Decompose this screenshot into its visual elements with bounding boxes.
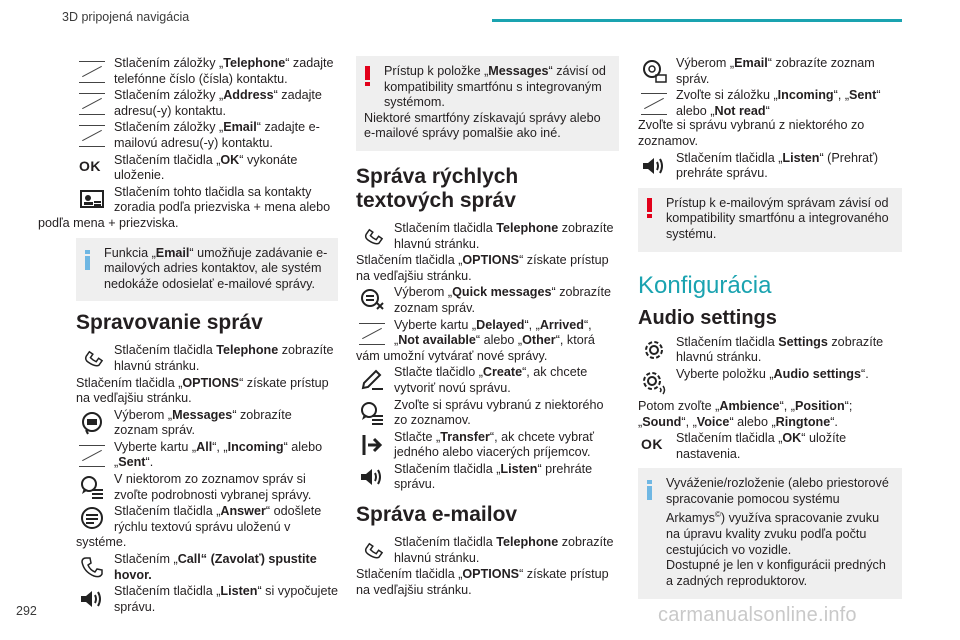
list-item: OK Stlačením tlačidla „OK“ uložíte nastavenia. bbox=[638, 431, 902, 462]
create-icon bbox=[356, 366, 388, 394]
phone-icon bbox=[356, 536, 388, 564]
list-item: Stlačením tlačidla „Listen“ si vypočujete správu. bbox=[76, 584, 338, 615]
list-item: Stlačením tlačidla „Listen“ (Prehrať) prehráte správu. bbox=[638, 151, 902, 182]
list-item: Stlačením tlačidla „Listen“ prehráte správu. bbox=[356, 462, 619, 493]
message-detail-icon bbox=[356, 399, 388, 427]
warning-icon bbox=[647, 198, 652, 218]
edit-tab-icon bbox=[76, 57, 108, 85]
list-item: Potom zvoľte „Ambience“, „Position“; „Sound“, „Voice“ alebo „Ringtone“. bbox=[638, 398, 853, 429]
listen-icon bbox=[356, 463, 388, 491]
list-item: Stlačením tlačidla Telephone zobrazíte hlavnú stránku. bbox=[356, 221, 619, 252]
audio-settings-icon bbox=[638, 368, 670, 396]
list-item: Zvoľte si správu vybranú z niektorého zo zoznamov. bbox=[356, 398, 619, 429]
list-item: Stlačením záložky „Address“ zadajte adresu(-y) kontaktu. bbox=[76, 88, 338, 119]
edit-tab-icon bbox=[76, 441, 108, 469]
warning-extra-text: Niektoré smartfóny získavajú správy alebo e-mailové správy pomalšie ako iné. bbox=[364, 110, 601, 141]
messages-icon bbox=[76, 409, 108, 437]
list-item: Stlačením záložky „Email“ zadajte e-mailovú adresu(-y) kontaktu. bbox=[76, 120, 338, 151]
info-icon bbox=[647, 480, 652, 500]
phone-icon bbox=[356, 222, 388, 250]
ok-icon: OK bbox=[79, 157, 101, 174]
column-2 bbox=[356, 56, 619, 599]
list-item: Stlačením tlačidla „Answer“ odošlete rýchlu textovú správu uloženú v systéme. bbox=[76, 504, 322, 550]
list-item: Stlačením tlačidla Telephone zobrazíte hlavnú stránku. bbox=[356, 535, 619, 566]
warning-note: Prístup k položke „Messages“ závisí od kompatibility smartfónu s integrovaným systémom. Niektoré smartfóny získavajú správy alebo e-mailové správy pomalšie ako iné. bbox=[356, 56, 619, 151]
list-item: Stlačením tlačidla „OPTIONS“ získate prístup na vedľajšiu stránku. bbox=[76, 375, 329, 406]
list-item: Stlačením tohto tlačidla sa kontakty zoradia podľa priezviska + mena alebo podľa mena + priezviska. bbox=[38, 184, 331, 230]
settings-icon bbox=[638, 336, 670, 364]
quick-messages-icon bbox=[356, 286, 388, 314]
phone-icon bbox=[76, 344, 108, 372]
email-icon bbox=[638, 57, 670, 85]
watermark: carmanualsonline.info bbox=[658, 604, 857, 626]
transfer-icon bbox=[356, 431, 388, 459]
list-item: Stlačením tlačidla Settings zobrazíte hlavnú stránku. bbox=[638, 335, 902, 366]
list-item: Stlačením záložky „Telephone“ zadajte telefónne číslo (čísla) kontaktu. bbox=[76, 56, 338, 87]
section-heading-audio: Audio settings bbox=[638, 307, 777, 330]
list-item: Zvoľte si záložku „Incoming“, „Sent“ alebo „Not read“ bbox=[638, 88, 902, 119]
page-header-title: 3D pripojená navigácia bbox=[62, 10, 190, 24]
list-item: Výberom „Email“ zobrazíte zoznam správ. bbox=[638, 56, 902, 87]
message-detail-icon bbox=[76, 473, 108, 501]
answer-icon bbox=[76, 505, 108, 533]
section-heading: Správa e-mailov bbox=[356, 503, 518, 527]
list-item: Stlačte tlačidlo „Create“, ak chcete vytvoriť novú správu. bbox=[356, 365, 619, 396]
listen-icon bbox=[638, 152, 670, 180]
ok-icon: OK bbox=[641, 436, 663, 453]
info-note: Funkcia „Email“ umožňuje zadávanie e-mailových adries kontaktov, ale systém nedokáže odosielať e-mailové správy. bbox=[76, 238, 338, 302]
column-1 bbox=[38, 56, 338, 616]
list-item: Vyberte položku „Audio settings“. bbox=[638, 367, 902, 397]
info-extra-text: Dostupné je len v konfigurácii predných a zadných reproduktorov. bbox=[666, 558, 886, 589]
section-heading: Spravovanie správ bbox=[76, 311, 263, 335]
warning-icon bbox=[365, 66, 370, 86]
section-heading-konfiguracia: Konfigurácia bbox=[638, 271, 772, 299]
page-number: 292 bbox=[16, 604, 37, 618]
edit-tab-icon bbox=[356, 319, 388, 347]
edit-tab-icon bbox=[76, 89, 108, 117]
sort-contacts-icon bbox=[76, 186, 108, 214]
list-item: Vyberte kartu „Delayed“, „Arrived“, „Not available“ alebo „Other“, ktorá vám umožní vytvárať nové správy. bbox=[356, 317, 595, 363]
list-item: Zvoľte si správu vybranú z niektorého zo zoznamov. bbox=[638, 118, 865, 148]
list-item: Stlačením „Call“ (Zavolať) spustite hovor. bbox=[76, 552, 338, 583]
warning-note: Prístup k e-mailovým správam závisí od kompatibility smartfónu a integrovaného systému. bbox=[638, 188, 902, 252]
list-item: Stlačte „Transfer“, ak chcete vybrať jedného alebo viacerých príjemcov. bbox=[356, 430, 619, 461]
list-item: Stlačením tlačidla „OPTIONS“ získate prístup na vedľajšiu stránku. bbox=[356, 567, 609, 597]
info-note: Vyváženie/rozloženie (alebo priestorové spracovanie pomocou systému Arkamys©) využíva spracovanie zvuku na úpravu kvality zvuku podľa počtu cestujúcich vo vozidle. Dostupné je len v konfigurácii predných a zadných reproduktorov. bbox=[638, 468, 902, 598]
column-3 bbox=[638, 56, 902, 609]
list-item: Stlačením tlačidla „OPTIONS“ získate prístup na vedľajšiu stránku. bbox=[356, 253, 609, 283]
edit-tab-icon bbox=[76, 121, 108, 149]
info-icon bbox=[85, 250, 90, 270]
list-item: V niektorom zo zoznamov správ si zvoľte podrobnosti vybranej správy. bbox=[76, 472, 338, 503]
list-item: Výberom „Quick messages“ zobrazíte zoznam správ. bbox=[356, 285, 619, 316]
list-item: Stlačením tlačidla Telephone zobrazíte hlavnú stránku. bbox=[76, 343, 338, 374]
call-icon bbox=[76, 553, 108, 581]
header-accent-bar bbox=[492, 19, 902, 22]
list-item: OK Stlačením tlačidla „OK“ vykonáte uloženie. bbox=[76, 153, 338, 184]
listen-icon bbox=[76, 585, 108, 613]
list-item: Výberom „Messages“ zobrazíte zoznam správ. bbox=[76, 408, 338, 439]
edit-tab-icon bbox=[638, 89, 670, 117]
list-item: Vyberte kartu „All“, „Incoming“ alebo „Sent“. bbox=[76, 440, 338, 471]
section-heading: Správa rýchlych textových správ bbox=[356, 164, 519, 212]
